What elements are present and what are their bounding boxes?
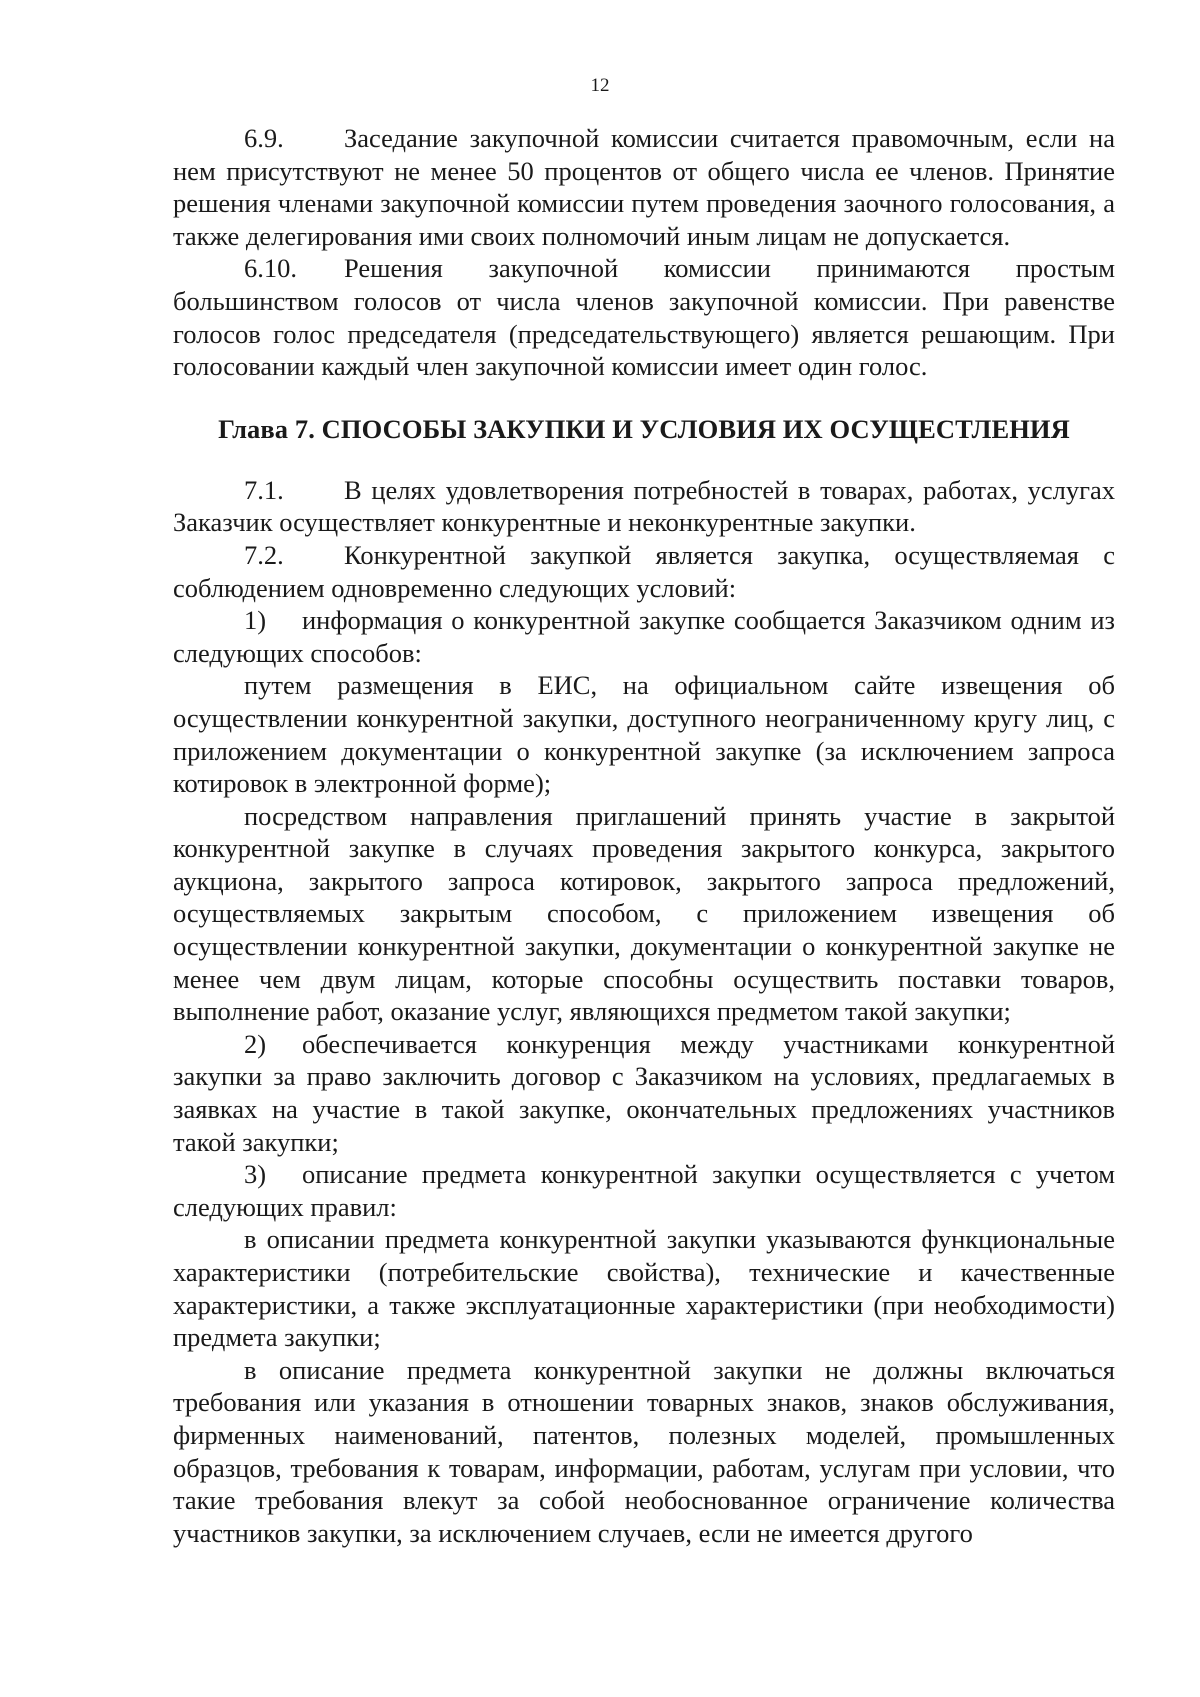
chapter-title: Глава 7. СПОСОБЫ ЗАКУПКИ И УСЛОВИЯ ИХ ОСУЩЕСТЛЕНИЯ bbox=[218, 413, 1070, 444]
list-item-1 bbox=[173, 604, 1115, 669]
paragraph-number: 6.10. bbox=[244, 253, 297, 284]
list-item-2 bbox=[173, 1028, 1115, 1158]
paragraph-text: В целях удовлетворения потребностей в товарах, работах, услугах Заказчик осуществляет конкурентные и неконкурентные закупки. bbox=[173, 474, 1115, 538]
paragraph-text: в описание предмета конкурентной закупки не должны включаться требования или указания в отношении товарных знаков, знаков обслуживания, фирменных наименований, патентов, полезных моделей, промышленных образцов, требования к товарам, информации, работам, услугам при условии, что такие требования влекут за собой необоснованное ограничение количества участников закупки, за исключением случаев, если не имеется другого bbox=[173, 1354, 1115, 1548]
page-number: 12 bbox=[590, 75, 610, 96]
list-item-number: 2) bbox=[244, 1028, 267, 1059]
paragraph-text: Решения закупочной комиссии принимаются простым большинством голосов от числа членов закупочной комиссии. При равенстве голосов голос председателя (председательствующего) является решающим. При голосовании каждый член закупочной комиссии имеет один голос. bbox=[173, 253, 1115, 382]
paragraph-7-2 bbox=[173, 539, 1115, 604]
paragraph-text: Заседание закупочной комиссии считается правомочным, если на нем присутствуют не менее 50 процентов от общего числа ее членов. Принятие решения членами закупочной комиссии путем проведения заочного голосования, а также делегирования ими своих полномочий иным лицам не допускается. bbox=[173, 123, 1115, 251]
list-item-3 bbox=[173, 1158, 1115, 1223]
paragraph-text: обеспечивается конкуренция между участниками конкурентной закупки за право заключить договор с Заказчиком на условиях, предлагаемых в заявках на участие в такой закупке, окончательных предложениях участников такой закупки; bbox=[173, 1028, 1115, 1157]
paragraph-description-restrictions bbox=[173, 1354, 1115, 1550]
paragraph-eis-publication bbox=[173, 669, 1115, 799]
paragraph-text: Конкурентной закупкой является закупка, осуществляемая с соблюдением одновременно следующих условий: bbox=[173, 539, 1115, 603]
paragraph-invitations bbox=[173, 800, 1115, 1028]
paragraph-text: информация о конкурентной закупке сообщается Заказчиком одним из следующих способов: bbox=[173, 605, 1115, 668]
paragraph-6-10 bbox=[173, 252, 1115, 382]
paragraph-number: 7.1. bbox=[244, 474, 284, 505]
paragraph-text: посредством направления приглашений принять участие в закрытой конкурентной закупке в случаях проведения закрытого конкурса, закрытого аукциона, закрытого запроса котировок, закрытого запроса предложений, осуществляемых закрытым способом, с приложением извещения об осуществлении конкурентной закупки, документации о конкурентной закупке не менее чем двум лицам, которые способны осуществить поставки товаров, выполнение работ, оказание услуг, являющихся предметом такой закупки; bbox=[173, 800, 1115, 1027]
paragraph-text: путем размещения в ЕИС, на официальном сайте извещения об осуществлении конкурентной закупки, доступного неограниченному кругу лиц, с приложением документации о конкурентной закупке (за исключением запроса котировок в электронной форме); bbox=[173, 670, 1115, 799]
paragraph-7-1 bbox=[173, 474, 1115, 539]
list-item-number: 1) bbox=[244, 605, 267, 636]
paragraph-number: 6.9. bbox=[244, 123, 284, 153]
document-body bbox=[173, 122, 1115, 1549]
paragraph-number: 7.2. bbox=[244, 539, 284, 570]
paragraph-6-9 bbox=[173, 122, 1115, 252]
list-item-number: 3) bbox=[244, 1159, 267, 1190]
paragraph-text: описание предмета конкурентной закупки осуществляется с учетом следующих правил: bbox=[173, 1159, 1115, 1222]
paragraph-text: в описании предмета конкурентной закупки указываются функциональные характеристики (потребительские свойства), технические и качественные характеристики, а также эксплуатационные характеристики (при необходимости) предмета закупки; bbox=[173, 1224, 1115, 1353]
paragraph-description-characteristics bbox=[173, 1223, 1115, 1353]
